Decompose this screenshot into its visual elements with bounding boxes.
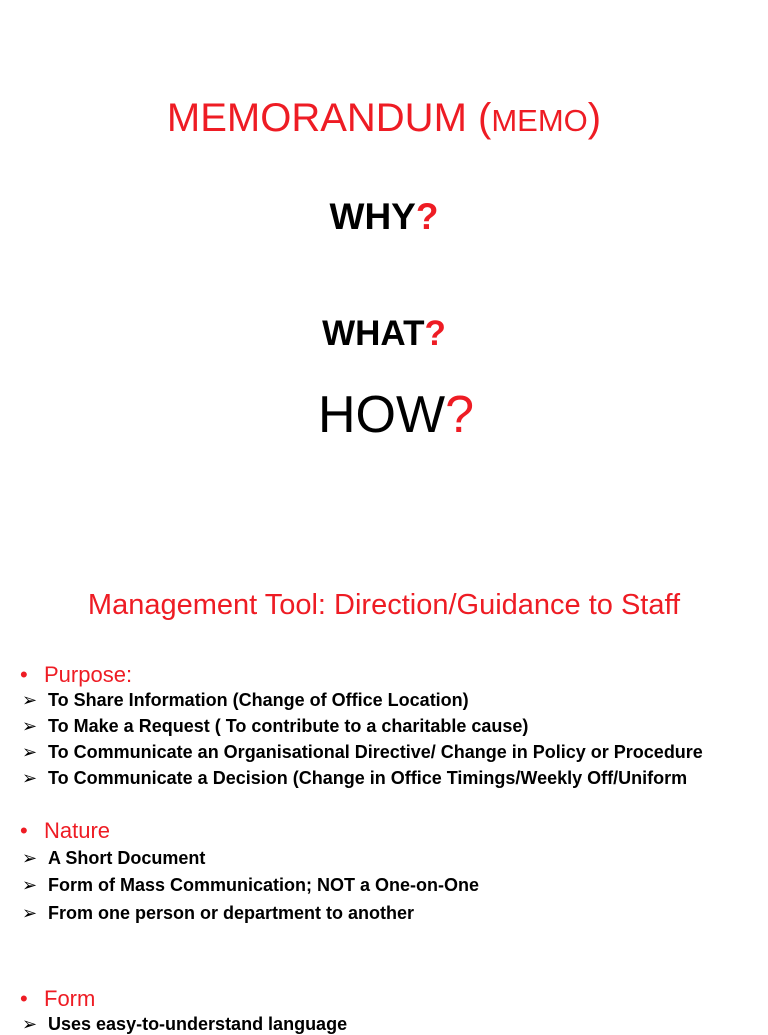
question-word: WHY bbox=[329, 196, 416, 237]
form-heading bbox=[20, 986, 95, 1012]
question-mark: ? bbox=[415, 196, 439, 237]
form-heading-label: Form bbox=[44, 986, 96, 1011]
list-item-text: To Make a Request ( To contribute to a charitable cause) bbox=[48, 716, 529, 736]
question-word: WHAT bbox=[322, 314, 425, 353]
question-word: HOW bbox=[317, 386, 446, 444]
question-mark: ? bbox=[424, 314, 446, 353]
list-item-text: To Communicate an Organisational Directive/ Change in Policy or Procedure bbox=[48, 742, 703, 762]
question-how bbox=[0, 385, 768, 445]
arrow-bullet-icon: ➢ bbox=[22, 848, 38, 868]
arrow-bullet-icon: ➢ bbox=[22, 690, 38, 710]
list-item-text: A Short Document bbox=[48, 848, 206, 868]
arrow-bullet-icon: ➢ bbox=[22, 768, 38, 788]
list-item bbox=[22, 716, 528, 737]
question-why bbox=[0, 196, 768, 238]
arrow-bullet-icon: ➢ bbox=[22, 716, 38, 736]
list-item-text: Uses easy-to-understand language bbox=[48, 1014, 348, 1034]
management-rest: Direction/Guidance to Staff bbox=[334, 589, 681, 621]
bullet-icon: • bbox=[20, 986, 28, 1011]
list-item bbox=[22, 690, 469, 711]
question-what bbox=[0, 314, 768, 354]
arrow-bullet-icon: ➢ bbox=[22, 1014, 38, 1034]
title-main: MEMORANDUM ( bbox=[166, 96, 492, 140]
list-item-text: To Share Information (Change of Office Location) bbox=[48, 690, 469, 710]
nature-heading-label: Nature bbox=[44, 818, 111, 843]
bullet-icon: • bbox=[20, 662, 28, 687]
list-item-text: From one person or department to another bbox=[48, 903, 415, 923]
list-item bbox=[22, 742, 703, 763]
title-abbrev: MEMO bbox=[491, 103, 588, 138]
management-heading bbox=[0, 589, 768, 622]
title-close: ) bbox=[587, 96, 602, 140]
management-lead: Management Tool: bbox=[87, 589, 335, 621]
bullet-icon: • bbox=[20, 818, 28, 843]
arrow-bullet-icon: ➢ bbox=[22, 903, 38, 923]
arrow-bullet-icon: ➢ bbox=[22, 742, 38, 762]
list-item-text: To Communicate a Decision (Change in Office Timings/Weekly Off/Uniform bbox=[48, 768, 688, 788]
purpose-heading bbox=[20, 662, 132, 688]
list-item bbox=[22, 875, 479, 896]
list-item bbox=[22, 768, 687, 789]
question-mark: ? bbox=[445, 386, 474, 444]
nature-heading bbox=[20, 818, 110, 844]
list-item bbox=[22, 848, 205, 869]
arrow-bullet-icon: ➢ bbox=[22, 875, 38, 895]
purpose-heading-label: Purpose: bbox=[44, 662, 133, 687]
list-item bbox=[22, 1014, 347, 1035]
list-item bbox=[22, 903, 414, 924]
list-item-text: Form of Mass Communication; NOT a One-on-One bbox=[48, 875, 480, 895]
page-title bbox=[0, 96, 768, 141]
